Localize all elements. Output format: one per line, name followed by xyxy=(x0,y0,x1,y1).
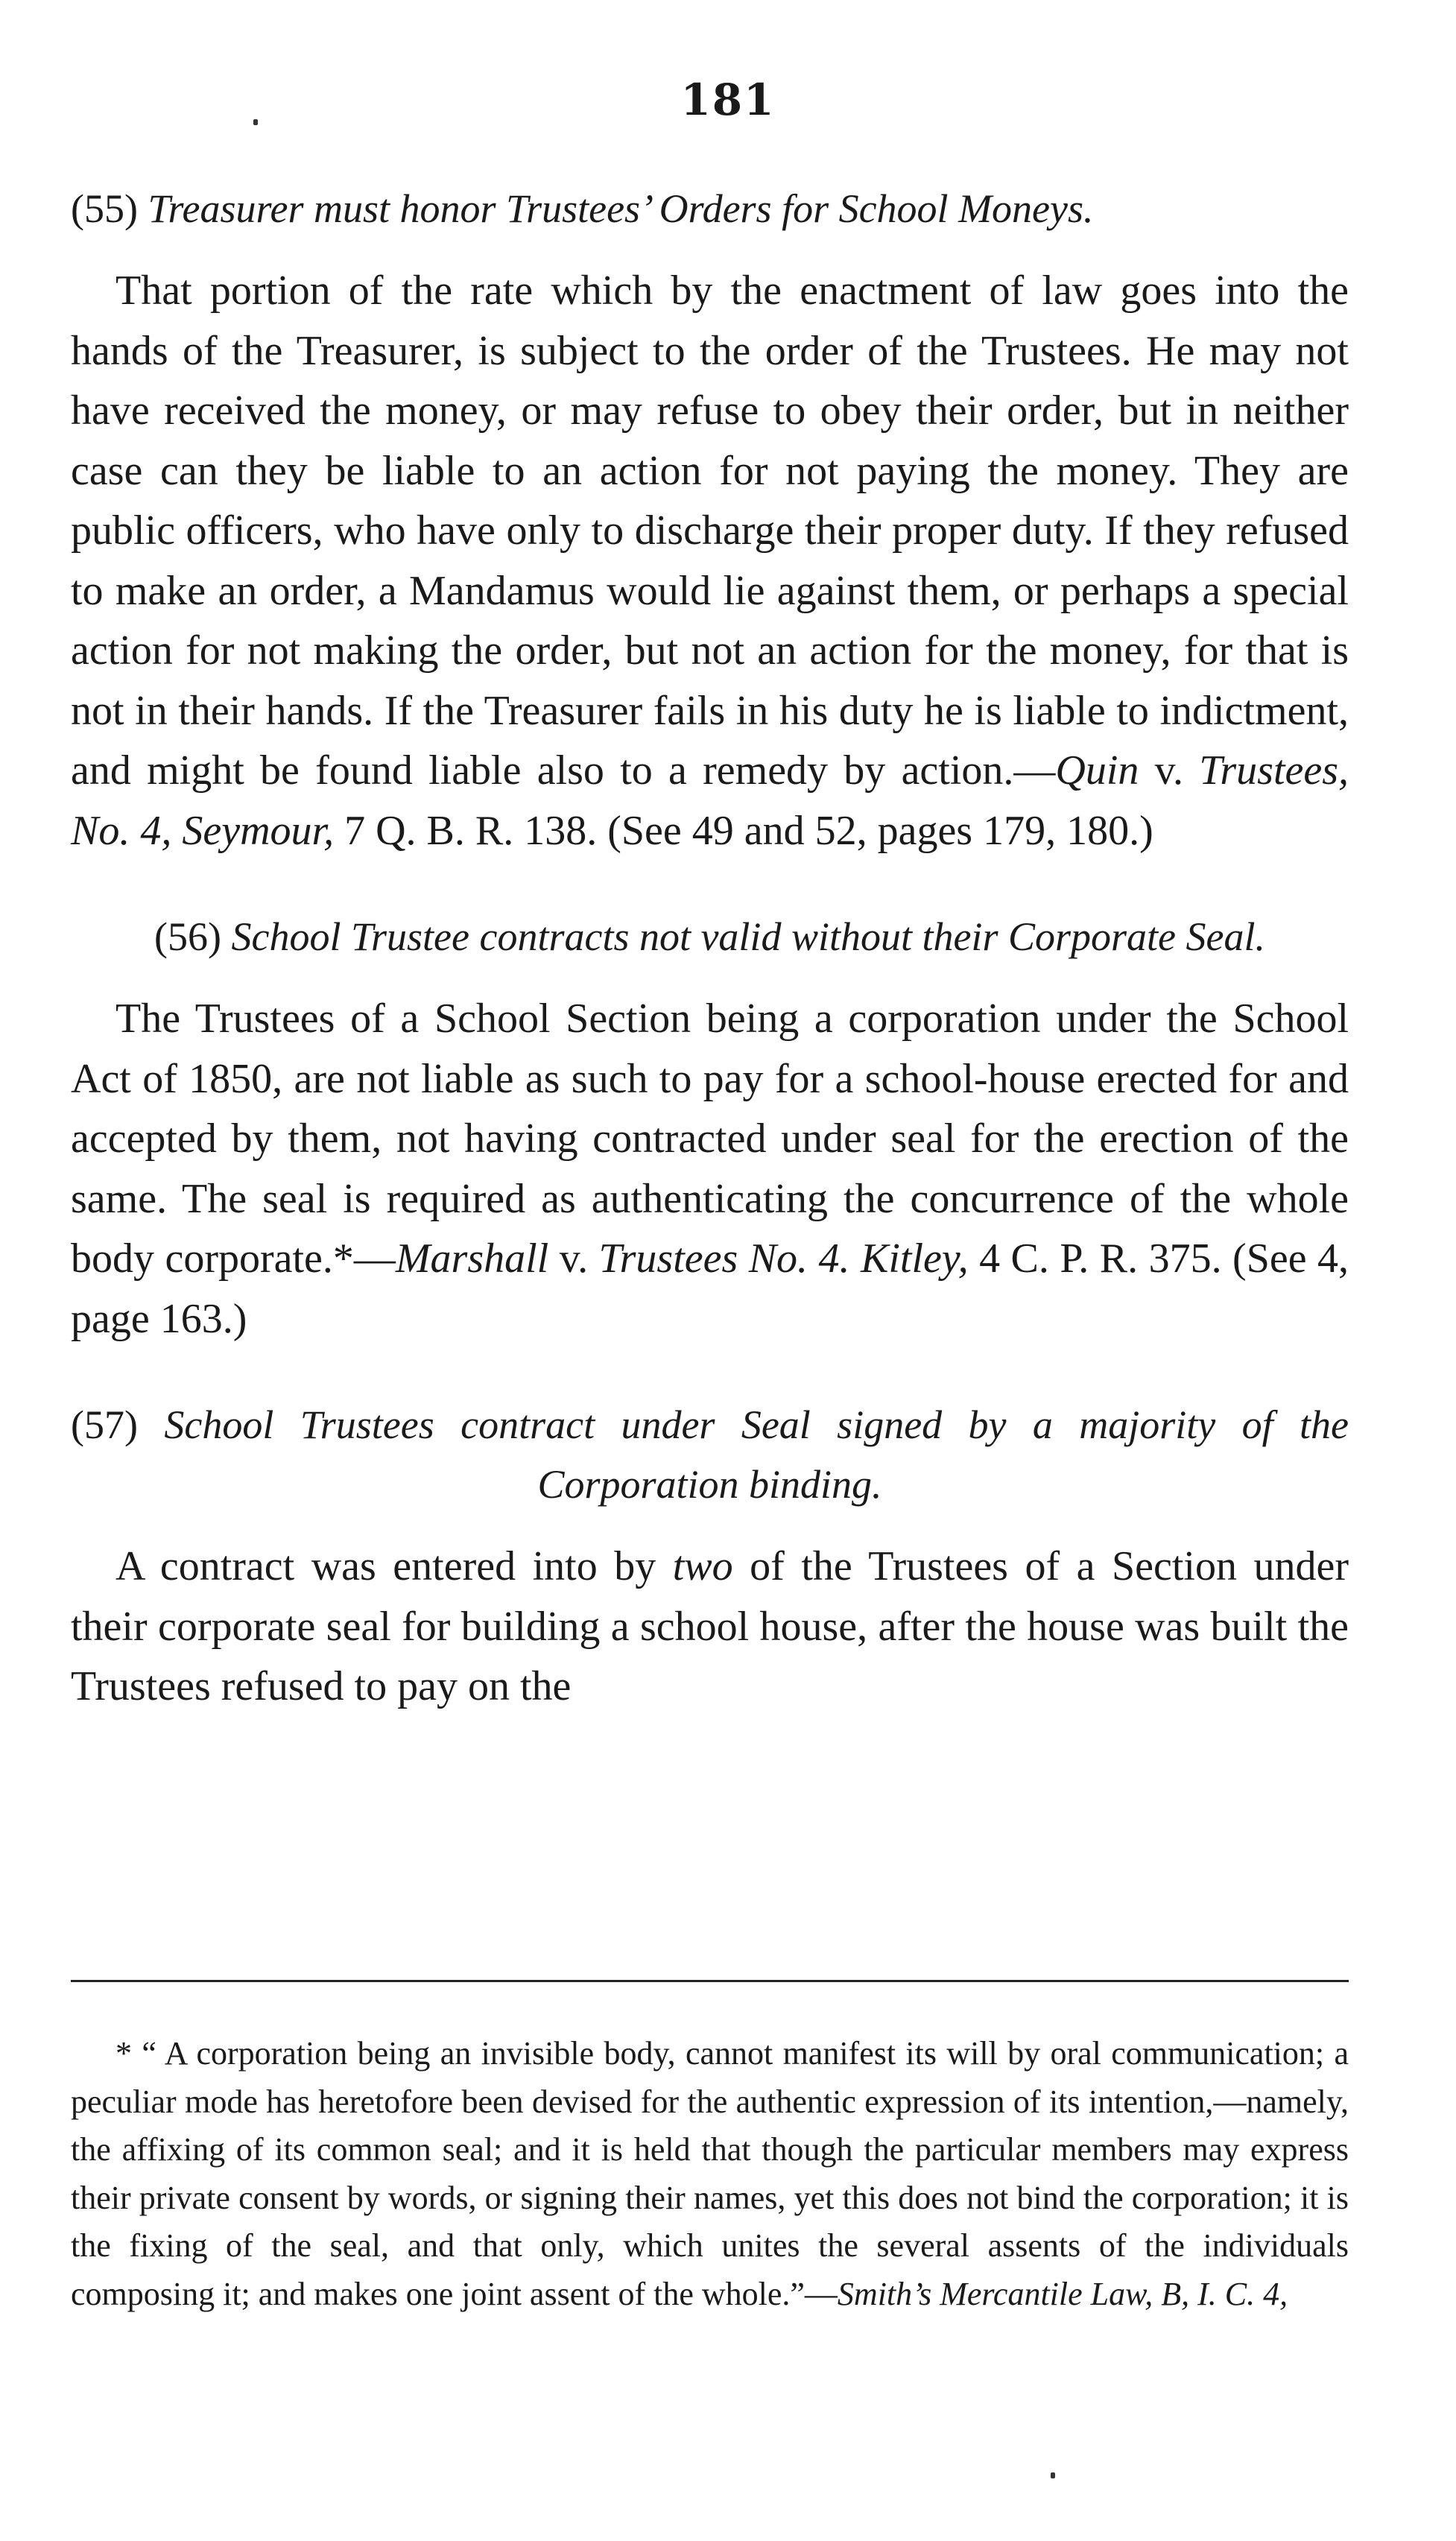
case-versus: v. xyxy=(1139,747,1200,794)
case-versus: v. xyxy=(548,1235,599,1282)
section-paragraph-57 xyxy=(71,1537,1349,1717)
section-heading-56 xyxy=(71,907,1349,966)
case-defendant: Trustees, No. 4, Seymour, xyxy=(71,747,1349,854)
print-speck xyxy=(1051,2472,1055,2478)
footnote-source: Smith’s Mercantile Law, B, I. C. 4, xyxy=(837,2275,1288,2312)
paragraph-text-continued: of the Trustees of a Section under their corporate seal for building a school house, after the house was built the Trustees refused to pay on the xyxy=(71,1543,1349,1709)
page-number: 181 xyxy=(680,75,776,125)
section-title: School Trustees contract under Seal signed by a majority of the Corporation binding. xyxy=(164,1402,1349,1507)
section-title: Treasurer must honor Trustees’ Orders for School Moneys. xyxy=(148,186,1094,231)
paragraph-text: A contract was entered into by xyxy=(115,1543,673,1589)
print-speck xyxy=(253,119,258,125)
case-citation: 7 Q. B. R. 138. (See 49 and 52, pages 179, 180.) xyxy=(334,807,1153,854)
paragraph-emphasis: two xyxy=(672,1543,733,1589)
section-title: School Trustee contracts not valid without their Corporate Seal. xyxy=(231,914,1265,959)
footnote-text: * “ A corporation being an invisible body, cannot manifest its will by oral communication; a peculiar mode has heretofore been devised for the authentic expression of its intention,—namely, the affixing of its common seal; and it is held that though the particular members may express their private consent by words, or signing their names, yet this does not bind the corporation; it is the fixing of the seal, and that only, which unites the several assents of the individuals composing it; and makes one joint assent of the whole.”— xyxy=(71,2035,1349,2312)
section-heading-55 xyxy=(71,179,1349,238)
section-number: (57) xyxy=(71,1402,138,1447)
page-body xyxy=(71,179,1349,1763)
section-paragraph-56 xyxy=(71,989,1349,1349)
paragraph-text: The Trustees of a School Section being a corporation under the School Act of 1850, are not liable as such to pay for a school-house erected for and accepted by them, not having contracted under seal for the erection of the same. The seal is required as authenticating the concurrence of the whole body corporate.*— xyxy=(71,996,1349,1282)
paragraph-text: That portion of the rate which by the enactment of law goes into the hands of the Treasurer, is subject to the order of the Trustees. He may not have received the money, or may refuse to obey their order, but in neither case can they be liable to an action for not paying the money. They are public officers, who have only to discharge their proper duty. If they refused to make an order, a Mandamus would lie against them, or perhaps a special action for not making the order, but not an action for the money, for that is not in their hands. If the Treasurer fails in his duty he is liable to indictment, and might be found liable also to a remedy by action.— xyxy=(71,268,1349,794)
case-plaintiff: Quin xyxy=(1055,747,1139,794)
case-defendant: Trustees No. 4. Kitley, xyxy=(598,1235,969,1282)
footnote-divider xyxy=(71,1980,1349,1982)
section-heading-57 xyxy=(71,1395,1349,1514)
case-citation: 4 C. P. R. 375. (See 4, page 163.) xyxy=(71,1235,1349,1342)
case-plaintiff: Marshall xyxy=(395,1235,549,1282)
section-number: (55) xyxy=(71,186,138,231)
section-number: (56) xyxy=(154,914,221,959)
footnote xyxy=(71,2030,1349,2318)
section-paragraph-55 xyxy=(71,261,1349,861)
